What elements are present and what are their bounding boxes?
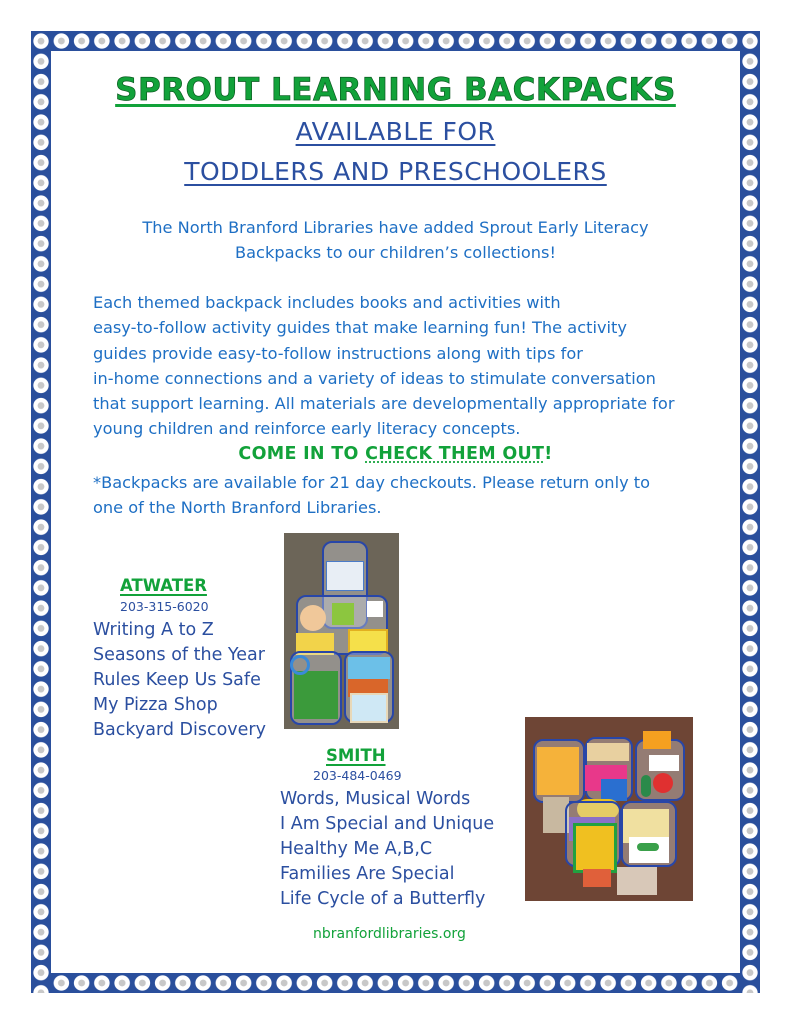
border-bottom — [31, 973, 760, 993]
caterpillar-shape — [637, 843, 659, 851]
backpack-list-smith — [280, 787, 494, 912]
description-line: that support learning. All materials are developmentally appropriate for — [93, 394, 675, 414]
branch-name-atwater: ATWATER — [120, 576, 207, 595]
list-item: Backyard Discovery — [93, 720, 266, 740]
branch-phone-atwater: 203-315-6020 — [120, 599, 209, 614]
atwater-backpacks-photo — [284, 533, 399, 729]
toy-shape — [641, 775, 651, 797]
book-cover — [348, 629, 388, 653]
intro-line-2: Backpacks to our children’s collections! — [235, 243, 556, 262]
branch-phone-smith: 203-484-0469 — [313, 768, 402, 783]
website-link[interactable]: nbranfordlibraries.org — [313, 926, 466, 942]
note-line-2: one of the North Branford Libraries. — [93, 498, 382, 518]
description-line: Each themed backpack includes books and activities with — [93, 293, 561, 312]
list-item: Healthy Me A,B,C — [280, 839, 433, 859]
intro-paragraph — [0, 215, 791, 265]
toy-shape — [653, 773, 673, 793]
book-cover — [348, 657, 390, 679]
toy-shape — [300, 605, 326, 631]
list-item: Words, Musical Words — [280, 789, 471, 809]
page-title: SPROUT LEARNING BACKPACKS — [115, 72, 676, 108]
list-item: Writing A to Z — [93, 620, 214, 640]
description-line: young children and reinforce early literacy concepts. — [93, 419, 521, 439]
book-cover — [537, 747, 579, 795]
description-line: easy-to-follow activity guides that make learning fun! The activity — [93, 318, 627, 338]
backpack-list-atwater — [93, 618, 266, 743]
book-cover-bugs — [294, 671, 338, 719]
description-paragraph — [93, 290, 674, 442]
subtitle-line-2: TODDLERS AND PRESCHOOLERS — [184, 157, 607, 186]
intro-line-1: The North Branford Libraries have added Sprout Early Literacy — [142, 218, 649, 237]
toy-bag — [617, 867, 657, 895]
book-cover — [367, 601, 383, 617]
smith-backpacks-photo — [525, 717, 693, 901]
book-cover — [601, 779, 627, 801]
description-line: in-home connections and a variety of ideas to stimulate conversation — [93, 368, 656, 388]
checkout-note — [93, 470, 650, 521]
cta-suffix: ! — [544, 444, 553, 464]
list-item: Rules Keep Us Safe — [93, 670, 261, 690]
description-line: guides provide easy-to-follow instructions along with tips for — [93, 343, 583, 363]
book-cover — [643, 731, 671, 749]
book-cover — [350, 693, 388, 723]
toy-shape — [332, 603, 354, 625]
cta-prefix: COME IN TO — [238, 444, 366, 464]
book-cover — [587, 743, 629, 761]
border-top — [31, 31, 760, 51]
note-line-1: *Backpacks are available for 21 day checkouts. Please return only to — [93, 473, 651, 492]
magnifier-toy — [290, 655, 310, 675]
call-to-action — [0, 444, 791, 464]
book-cover — [649, 755, 679, 771]
list-item: I Am Special and Unique — [280, 814, 495, 834]
book-cover — [326, 561, 364, 591]
list-item: Life Cycle of a Butterfly — [280, 889, 486, 909]
cta-link-check-them-out[interactable]: CHECK THEM OUT — [365, 444, 545, 464]
branch-name-smith: SMITH — [326, 746, 386, 765]
book-cover-families — [573, 823, 617, 873]
list-item: Seasons of the Year — [93, 645, 265, 665]
list-item: My Pizza Shop — [93, 695, 218, 715]
list-item: Families Are Special — [280, 864, 455, 884]
toy-bag — [583, 869, 611, 887]
subtitle-line-1: AVAILABLE FOR — [295, 117, 496, 146]
